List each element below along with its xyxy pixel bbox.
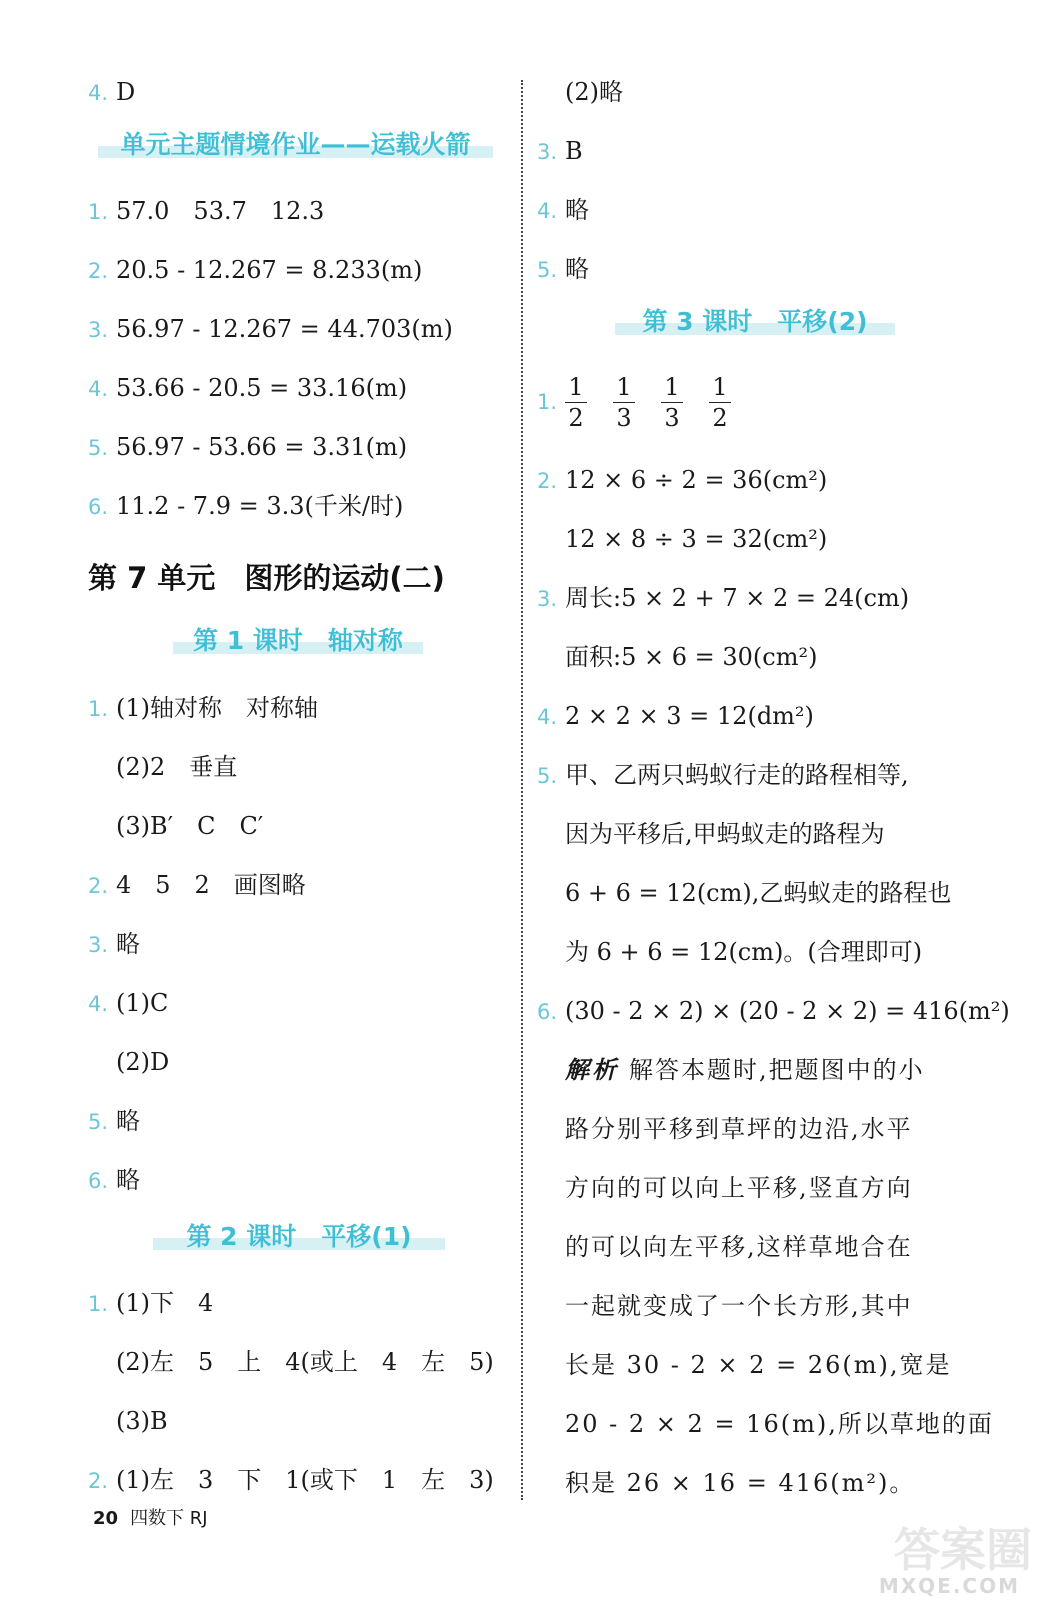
answer-line <box>537 252 589 287</box>
answer-text: 56.97 - 12.267 = 44.703(m) <box>116 315 453 343</box>
fraction-denominator: 2 <box>712 404 728 432</box>
answer-line: 面积:5 × 6 = 30(cm²) <box>565 643 818 671</box>
answer-line: 5. <box>537 764 558 788</box>
answer-line <box>88 750 237 784</box>
section-header-lesson2: 第 2 课时 平移(1) <box>153 1220 445 1254</box>
answer-line <box>88 1404 168 1438</box>
answer-line <box>88 1286 213 1321</box>
answer-text: (1)C <box>116 989 169 1017</box>
fraction-numerator: 1 <box>709 372 731 403</box>
answer-line <box>88 312 453 347</box>
answer-line <box>88 1463 494 1498</box>
answer-line <box>88 430 407 465</box>
fraction-numerator: 1 <box>661 372 683 403</box>
answer-line-fractions: 1. $\frac{1}{2}$ $\frac{1}{3}$ $\frac{1}{3}$ $\frac{1}{2}$ <box>537 372 757 433</box>
answer-text: B <box>565 137 583 165</box>
analysis-line <box>565 1112 913 1146</box>
question-number: 5. <box>88 1110 109 1134</box>
question-number: 2. <box>88 259 109 283</box>
question-number: 1. <box>88 697 109 721</box>
fraction-denominator: 2 <box>568 404 584 432</box>
answer-line <box>88 489 403 524</box>
analysis-text: 方向的可以向上平移,竖直方向 <box>565 1174 913 1202</box>
answer-line: 2. 12 × 6 ÷ 2 = 36(cm²) <box>537 466 828 494</box>
answer-line: 3. 周长:5 × 2 + 7 × 2 = 24(cm) <box>537 584 910 612</box>
answer-line <box>537 75 623 109</box>
section-header-theme: 单元主题情境作业——运载火箭 <box>98 128 493 162</box>
analysis-label: 解析 <box>565 1055 619 1084</box>
answer-line: 6. (30 - 2 × 2) × (20 - 2 × 2) = 416(m²) <box>537 997 1010 1025</box>
section-header-lesson1: 第 1 课时 轴对称 <box>173 624 423 658</box>
analysis-line <box>565 1230 913 1264</box>
paragraph-line: 为 6 + 6 = 12(cm)。(合理即可) <box>565 938 923 966</box>
answer-line <box>88 809 263 843</box>
analysis-line <box>565 1289 913 1323</box>
paragraph-line: 因为平移后,甲蚂蚁走的路程为 <box>565 820 885 848</box>
answer-text: 略 <box>565 196 589 224</box>
unit-title: 第 7 单元 图形的运动(二) <box>88 561 445 595</box>
column-divider <box>521 80 523 1500</box>
answer-line <box>88 1163 140 1198</box>
answer-text: (2)略 <box>565 78 623 106</box>
analysis-line <box>565 1348 951 1382</box>
answer-text: (2)D <box>116 1048 170 1076</box>
page-footer <box>93 1508 208 1530</box>
answer-text: (2)左 5 上 4(或上 4 左 5) <box>116 1348 494 1376</box>
fraction-numerator: 1 <box>613 372 635 403</box>
answer-text: (3)B′ C C′ <box>116 812 264 840</box>
question-number: 1. <box>88 1292 109 1316</box>
answer-text: 53.66 - 20.5 = 33.16(m) <box>116 374 408 402</box>
analysis-text: 路分别平移到草坪的边沿,水平 <box>565 1115 913 1143</box>
question-number: 4. <box>88 377 109 401</box>
analysis-text: 解答本题时,把题图中的小 <box>629 1056 925 1084</box>
answer-line <box>88 1045 169 1079</box>
answer-line <box>88 927 140 962</box>
answer-line <box>88 371 407 406</box>
analysis-line <box>565 1466 915 1500</box>
answer-text: 57.0 53.7 12.3 <box>116 197 325 225</box>
answer-line <box>88 1345 494 1379</box>
answer-line <box>88 253 422 288</box>
answer-text: (1)下 4 <box>116 1289 214 1317</box>
answer-text: 略 <box>116 1107 140 1135</box>
answer-line <box>88 691 318 726</box>
answer-text: 56.97 - 53.66 = 3.31(m) <box>116 433 408 461</box>
question-number: 6. <box>88 495 109 519</box>
answer-text: 4 5 2 画图略 <box>116 871 306 899</box>
answer-line <box>537 134 583 169</box>
answer-text: 略 <box>116 1166 140 1194</box>
watermark-url: MXQE.COM <box>878 1574 1020 1598</box>
answer-line <box>537 193 589 228</box>
answer-text: 20.5 - 12.267 = 8.233(m) <box>116 256 423 284</box>
fraction <box>661 372 683 433</box>
analysis-line <box>565 1407 994 1441</box>
analysis-text: 20 - 2 × 2 = 16(m),所以草地的面 <box>565 1410 994 1438</box>
fraction <box>709 372 731 433</box>
question-number: 5. <box>537 258 558 282</box>
fraction <box>565 372 587 433</box>
paragraph-line: 甲、乙两只蚂蚁行走的路程相等, <box>565 761 909 789</box>
answer-text: 略 <box>565 255 589 283</box>
answer-text: (2)2 垂直 <box>116 753 238 781</box>
fraction-denominator: 3 <box>616 404 632 432</box>
watermark-logo: 答案圈 <box>894 1523 1032 1577</box>
question-number: 4. <box>537 199 558 223</box>
answer-line <box>88 1104 140 1139</box>
answer-line <box>88 868 306 903</box>
analysis-text: 的可以向左平移,这样草地合在 <box>565 1233 913 1261</box>
analysis-line <box>565 1053 925 1087</box>
book-label: 四数下 RJ <box>130 1508 208 1529</box>
analysis-text: 一起就变成了一个长方形,其中 <box>565 1292 913 1320</box>
question-number: 3. <box>88 318 109 342</box>
answer-line <box>88 986 168 1021</box>
question-number: 2. <box>88 1469 109 1493</box>
analysis-text: 积是 26 × 16 = 416(m²)。 <box>565 1469 916 1497</box>
answer-line: 4. D <box>88 78 136 106</box>
question-number: 1. <box>88 200 109 224</box>
answer-text: (1)轴对称 对称轴 <box>116 694 318 722</box>
analysis-line <box>565 1171 913 1205</box>
answer-line: 12 × 8 ÷ 3 = 32(cm²) <box>565 525 828 553</box>
question-number: 2. <box>88 874 109 898</box>
paragraph-line: 6 + 6 = 12(cm),乙蚂蚁走的路程也 <box>565 879 952 907</box>
question-number: 6. <box>88 1169 109 1193</box>
question-number: 5. <box>88 436 109 460</box>
answer-text: 11.2 - 7.9 = 3.3(千米/时) <box>116 492 404 520</box>
page-number: 20 <box>93 1508 119 1529</box>
analysis-text: 长是 30 - 2 × 2 = 26(m),宽是 <box>565 1351 952 1379</box>
question-number: 3. <box>537 140 558 164</box>
question-number: 3. <box>88 933 109 957</box>
fraction-denominator: 3 <box>664 404 680 432</box>
section-header-lesson3: 第 3 课时 平移(2) <box>615 305 895 339</box>
fraction <box>613 372 635 433</box>
answer-text: (1)左 3 下 1(或下 1 左 3) <box>116 1466 494 1494</box>
answer-line <box>88 194 324 229</box>
answer-text: (3)B <box>116 1407 168 1435</box>
question-number: 4. <box>88 992 109 1016</box>
answer-line: 4. 2 × 2 × 3 = 12(dm²) <box>537 702 814 730</box>
answer-text: 略 <box>116 930 140 958</box>
fraction-numerator: 1 <box>565 372 587 403</box>
